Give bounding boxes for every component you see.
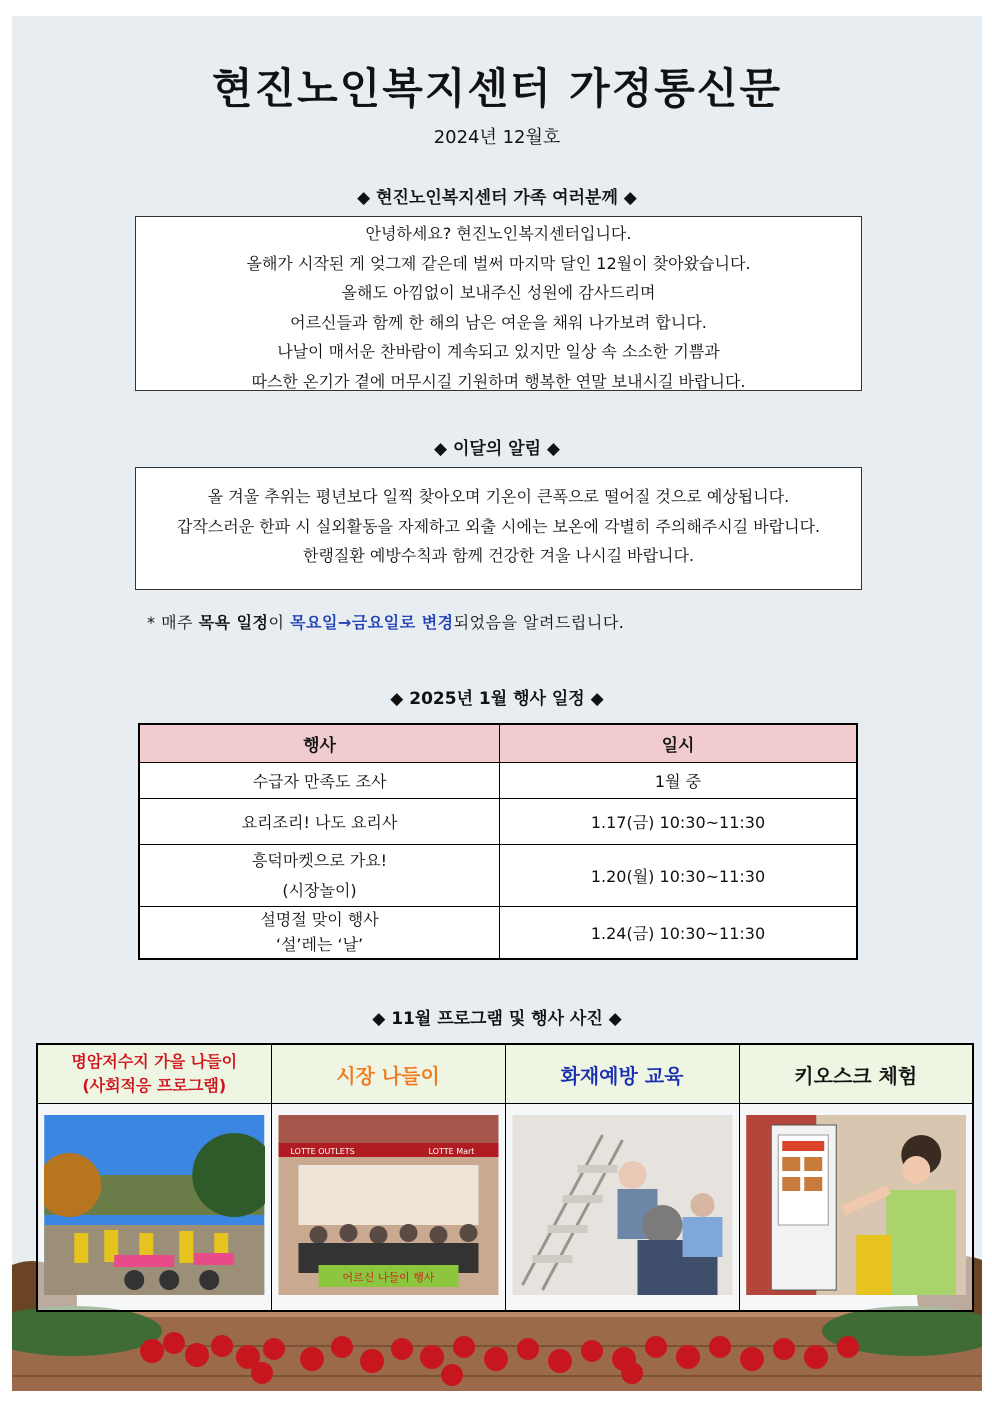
outing-photo bbox=[44, 1115, 265, 1295]
photo-label bbox=[505, 1044, 739, 1104]
notice-box bbox=[135, 467, 862, 590]
photo-label-text: 시장 나들이 bbox=[336, 1063, 440, 1088]
fire-drill-photo bbox=[512, 1115, 733, 1295]
photos-heading: ◆ 11월 프로그램 및 행사 사진 ◆ bbox=[372, 1009, 622, 1029]
event-date: 1.17(금) 10:30~11:30 bbox=[500, 799, 858, 845]
photo-label-sub: (사회적응 프로그램) bbox=[82, 1076, 227, 1095]
greeting-heading: ◆ 현진노인복지센터 가족 여러분께 ◆ bbox=[357, 188, 637, 208]
event-date: 1월 중 bbox=[500, 763, 858, 799]
note-suffix: 되었음을 알려드립니다. bbox=[453, 613, 625, 632]
event-banner: 어르신 나들이 행사 bbox=[341, 1271, 435, 1284]
event-name: 설명절 맞이 행사 bbox=[260, 910, 379, 930]
event-name: 수급자 만족도 조사 bbox=[252, 772, 387, 791]
notice-line: 갑작스러운 한파 시 실외활동을 자제하고 외출 시에는 보온에 각별히 주의해주시길 바랍니다. bbox=[176, 516, 821, 536]
table-row bbox=[139, 763, 857, 799]
photo-label-text: 화재예방 교육 bbox=[560, 1063, 684, 1088]
market-photo bbox=[278, 1115, 499, 1295]
photo-labels-row bbox=[37, 1044, 973, 1104]
note-mid: 이 bbox=[268, 613, 291, 632]
greeting-line: 올해도 아낌없이 보내주신 성원에 감사드리며 bbox=[341, 283, 656, 302]
newsletter-page bbox=[12, 16, 982, 1391]
table-row bbox=[139, 907, 857, 959]
photo-label-text: 명암저수지 가을 나들이 bbox=[71, 1052, 238, 1071]
col-event: 행사 bbox=[139, 724, 500, 763]
greeting-line: 어르신들과 함께 한 해의 남은 여운을 채워 나가보려 합니다. bbox=[290, 312, 707, 332]
event-name: 요리조리! 나도 요리사 bbox=[241, 813, 398, 832]
note-bold: 목욕 일정 bbox=[198, 613, 269, 632]
greeting-line: 안녕하세요? 현진노인복지센터입니다. bbox=[365, 224, 632, 243]
event-subname: ‘설’레는 ‘날’ bbox=[275, 935, 364, 955]
notice-line: 한랭질환 예방수칙과 함께 건강한 겨울 나시길 바랍니다. bbox=[302, 546, 695, 565]
photo-label bbox=[739, 1044, 973, 1104]
notice-line: 올 겨울 추위는 평년보다 일찍 찾아오며 기온이 큰폭으로 떨어질 것으로 예상됩니다. bbox=[207, 487, 790, 506]
greeting-line: 따스한 온기가 곁에 머무시길 기원하며 행복한 연말 보내시길 바랍니다. bbox=[251, 371, 746, 391]
photo-cell bbox=[37, 1104, 271, 1312]
schedule-header-row bbox=[139, 724, 857, 763]
photos-table bbox=[36, 1043, 974, 1312]
event-date: 1.24(금) 10:30~11:30 bbox=[500, 907, 858, 959]
photo-cell bbox=[739, 1104, 973, 1312]
photo-cell bbox=[271, 1104, 505, 1312]
schedule-heading: ◆ 2025년 1월 행사 일정 ◆ bbox=[390, 689, 604, 709]
event-name: 흥덕마켓으로 가요! bbox=[251, 850, 388, 870]
photo-label bbox=[37, 1044, 271, 1104]
col-date: 일시 bbox=[500, 724, 858, 763]
photo-cell bbox=[505, 1104, 739, 1312]
photo-label bbox=[271, 1044, 505, 1104]
table-row bbox=[139, 799, 857, 845]
table-row bbox=[139, 845, 857, 907]
notice-heading: ◆ 이달의 알림 ◆ bbox=[433, 439, 560, 459]
outlets-sign: LOTTE OUTLETS bbox=[290, 1147, 355, 1156]
issue-date: 2024년 12월호 bbox=[433, 127, 561, 148]
event-subname: (시장놀이) bbox=[282, 880, 357, 900]
greeting-line: 올해가 시작된 게 엊그제 같은데 벌써 마지막 달인 12월이 찾아왔습니다. bbox=[246, 253, 751, 273]
photos-row bbox=[37, 1104, 973, 1312]
event-date: 1.20(월) 10:30~11:30 bbox=[500, 845, 858, 907]
greeting-box bbox=[135, 216, 862, 391]
kiosk-photo bbox=[746, 1115, 967, 1295]
greeting-line: 나날이 매서운 찬바람이 계속되고 있지만 일상 속 소소한 기쁨과 bbox=[277, 342, 720, 361]
schedule-table bbox=[138, 723, 858, 960]
page-title: 현진노인복지센터 가정통신문 bbox=[211, 64, 783, 113]
photo-label-text: 키오스크 체험 bbox=[794, 1063, 918, 1088]
bath-schedule-note bbox=[147, 610, 624, 633]
mart-sign: LOTTE Mart bbox=[428, 1147, 474, 1156]
note-prefix: * 매주 bbox=[147, 613, 199, 632]
note-change: 목요일→금요일로 변경 bbox=[290, 613, 454, 632]
